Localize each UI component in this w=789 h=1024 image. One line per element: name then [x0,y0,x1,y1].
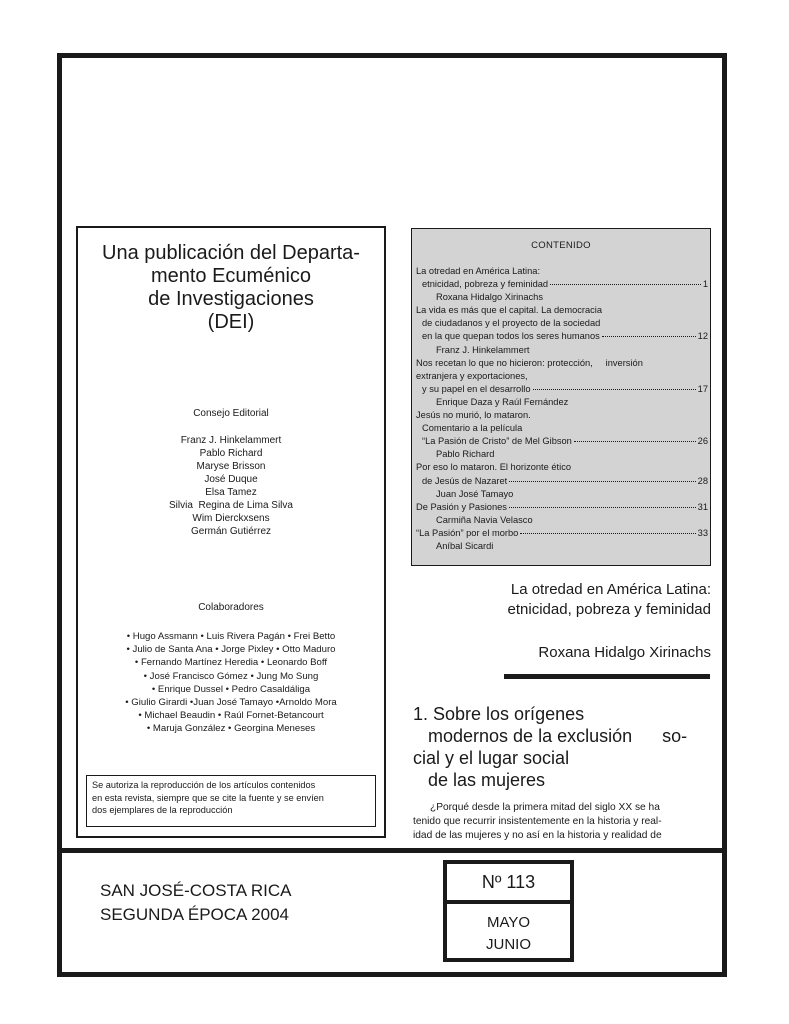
contents-entry-text: extranjera y exportaciones, [416,370,528,381]
contents-leader-dots [574,441,696,442]
publication-title-line: Una publicación del Departa- [102,242,360,264]
collaborators-line: • Julio de Santa Ana • Jorge Pixley • Otto Maduro [126,644,336,656]
contents-entry [416,317,708,330]
board-member: José Duque [204,474,258,485]
publication-info-box [76,226,386,838]
article-author: Roxana Hidalgo Xirinachs [538,644,711,661]
collaborators-line: • Maruja González • Georgina Meneses [146,723,316,735]
board-member: Pablo Richard [199,448,263,459]
contents-entry [416,475,708,488]
board-member: Maryse Brisson [196,461,266,472]
contents-entry-text: La vida es más que el capital. La democracia [416,305,603,316]
footer-divider [57,848,727,853]
contents-entry-text: De Pasión y Pasiones [416,501,507,512]
article-title-line: etnicidad, pobreza y feminidad [507,601,711,618]
contents-entry [416,501,708,514]
article-title-line: La otredad en América Latina: [510,581,711,598]
board-member: Silvia Regina de Lima Silva [169,500,293,511]
contents-entry [416,278,708,291]
collaborators-heading: Colaboradores [198,602,264,613]
contents-entry [416,396,708,409]
editorial-board-list [78,434,384,538]
epoch-line: SEGUNDA ÉPOCA 2004 [100,905,289,924]
editorial-board-heading: Consejo Editorial [193,408,269,419]
contents-entry [416,409,708,422]
section-heading-line: cial y el lugar social [413,748,570,768]
section-heading-line: modernos de la exclusión so- [413,726,688,746]
contents-entry [416,461,708,474]
contents-page-number: 17 [697,383,708,394]
issue-number: Nº 113 [447,864,570,904]
collaborators-list [78,630,384,736]
contents-entry-text: Franz J. Hinkelammert [436,344,530,355]
contents-entry [416,291,708,304]
board-member: Elsa Tamez [205,487,257,498]
contents-entry [416,344,708,357]
collaborators-line: • José Francisco Gómez • Jung Mo Sung [143,670,319,682]
section-heading [413,703,713,791]
contents-entry-text: y su papel en el desarrollo [422,383,531,394]
contents-page-number: 1 [702,279,708,290]
collaborators-line: • Giulio Girardi •Juan José Tamayo •Arnoldo Mora [125,697,337,709]
contents-entry-text: Jesús no murió, lo mataron. [416,410,531,421]
contents-entry [416,435,708,448]
contents-leader-dots [550,284,701,285]
contents-page-number: 31 [697,501,708,512]
board-member: Germán Gutiérrez [190,526,272,537]
section-heading-line: 1. Sobre los orígenes [413,704,585,724]
contents-entry-text: de Jesús de Nazaret [422,475,508,486]
contents-entry [416,370,708,383]
contents-page-number: 12 [697,331,708,342]
notice-line: Se autoriza la reproducción de los artículos contenidos [92,780,316,790]
contents-entry-text: Comentario a la película [422,423,523,434]
contents-entry-text: Enrique Daza y Raúl Fernández [436,396,569,407]
contents-entry [416,448,708,461]
contents-entry [416,265,708,278]
publication-place [100,879,291,927]
collaborators-line: • Fernando Martínez Heredia • Leonardo Boff [134,657,328,669]
contents-entry-text: Pablo Richard [436,449,495,460]
issue-months [447,912,570,956]
contents-entry-text: “La Pasión” por el morbo [416,527,519,538]
contents-leader-dots [533,389,696,390]
board-member: Wim Dierckxsens [192,513,270,524]
publication-title [78,242,384,334]
contents-page-number: 33 [697,527,708,538]
issue-month: MAYO [486,914,531,931]
contents-entry-text: de ciudadanos y el proyecto de la sociedad [422,318,601,329]
collaborators-line: • Michael Beaudin • Raúl Fornet-Betancourt [138,710,324,722]
notice-line: dos ejemplares de la reproducción [92,805,233,815]
contents-entry [416,488,708,501]
contents-entry-text: etnicidad, pobreza y feminidad [422,279,549,290]
article-body [413,801,711,843]
contents-entry-text: Por eso lo mataron. El horizonte ético [416,462,572,473]
article-title [508,580,711,620]
contents-list [416,265,708,553]
collaborators-line: • Enrique Dussel • Pedro Casaldáliga [151,683,311,695]
section-heading-line: de las mujeres [413,770,546,790]
contents-entry [416,422,708,435]
contents-entry [416,514,708,527]
contents-entry-text: La otredad en América Latina: [416,266,541,276]
publication-title-line: mento Ecuménico [150,265,312,287]
body-line: ¿Porqué desde la primera mitad del siglo XX se ha [413,802,660,813]
contents-entry [416,330,708,343]
contents-leader-dots [509,507,696,508]
contents-entry [416,383,708,396]
contents-entry [416,304,708,317]
publication-title-line: (DEI) [207,311,255,333]
contents-entry-text: “La Pasión de Cristo” de Mel Gibson [422,436,572,447]
contents-entry [416,527,708,540]
contents-page-number: 26 [697,436,708,447]
notice-line: en esta revista, siempre que se cite la fuente y se envíen [92,792,324,803]
contents-entry-text: Carmiña Navia Velasco [436,514,533,525]
body-line: tenido que recurrir insistentemente en la historia y real- [413,816,662,827]
table-of-contents [411,228,711,566]
reproduction-notice [86,775,376,827]
contents-leader-dots [602,336,696,337]
collaborators-line: • Hugo Assmann • Luis Rivera Pagán • Frei Betto [126,631,336,642]
contents-entry-text: Roxana Hidalgo Xirinachs [436,292,543,303]
contents-entry-text: Juan José Tamayo [436,488,514,499]
contents-entry-text: Aníbal Sicardi [436,540,494,551]
contents-leader-dots [509,481,695,482]
contents-heading: CONTENIDO [531,240,591,251]
contents-entry-text: Nos recetan lo que no hicieron: protección, inversión [416,357,643,368]
contents-page-number: 28 [697,475,708,486]
contents-entry-text: en la que quepan todos los seres humanos [422,331,600,342]
contents-entry [416,357,708,370]
body-line: idad de las mujeres y no así en la historia y realidad de [413,830,662,841]
publication-title-line: de Investigaciones [148,288,314,310]
contents-entry [416,540,708,553]
board-member: Franz J. Hinkelammert [180,435,282,446]
author-rule [504,674,710,679]
issue-box [443,860,574,962]
issue-month: JUNIO [486,936,531,953]
contents-leader-dots [520,533,695,534]
city-line: SAN JOSÉ-COSTA RICA [100,881,292,900]
